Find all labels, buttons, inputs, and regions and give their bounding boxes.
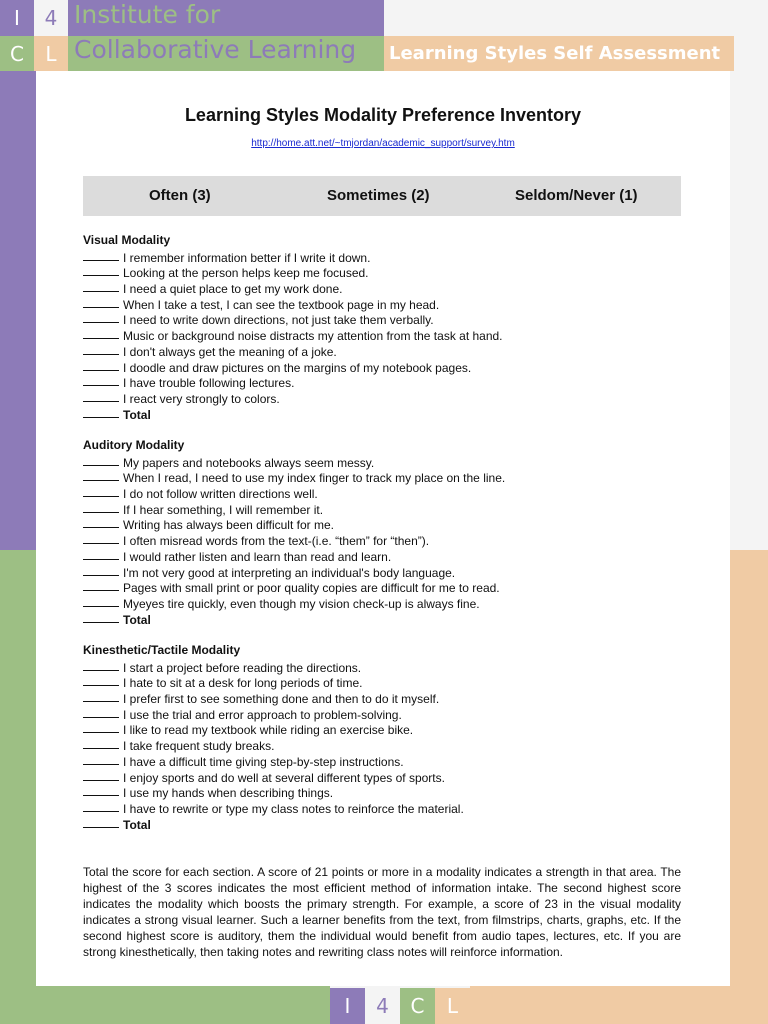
- total-blank[interactable]: [83, 611, 119, 623]
- item-text: Pages with small print or poor quality copies are difficult for me to read.: [123, 581, 500, 596]
- total-label: Total: [123, 817, 151, 832]
- section-visual: [83, 233, 503, 421]
- document-page: [36, 71, 730, 986]
- score-blank[interactable]: [83, 264, 119, 276]
- item-text: I start a project before reading the directions.: [123, 660, 362, 675]
- left-purple-band: [0, 0, 36, 550]
- item-text: I have to rewrite or type my class notes to reinforce the material.: [123, 801, 464, 816]
- footer-logo-cell-i: I: [330, 988, 365, 1024]
- item-text: I often misread words from the text-(i.e. “them” for “then”).: [123, 534, 430, 549]
- score-blank[interactable]: [83, 721, 119, 733]
- list-item: [83, 595, 505, 611]
- item-text: I have trouble following lectures.: [123, 376, 295, 391]
- item-text: I do not follow written directions well.: [123, 487, 318, 502]
- list-item: [83, 784, 464, 800]
- footer-logo-cell-4: 4: [365, 988, 400, 1024]
- logo-cell-l: L: [34, 36, 68, 71]
- item-text: My papers and notebooks always seem messy.: [123, 455, 375, 470]
- list-item: [83, 532, 505, 548]
- list-item: [83, 659, 464, 675]
- score-blank[interactable]: [83, 343, 119, 355]
- list-item: [83, 753, 464, 769]
- list-item: [83, 516, 505, 532]
- score-blank[interactable]: [83, 296, 119, 308]
- total-row: [83, 406, 503, 422]
- document-title: Learning Styles Modality Preference Inventory: [184, 105, 582, 125]
- scoring-instructions: Total the score for each section. A score of 21 points or more in a modality indicates a strength in that area. The highest of the 3 scores indicates the most efficient method of information intake. The second highest score indicates the modality which boosts the primary strength. For example, a score of 23 in the visual modality indicates a strong visual learner. Such a learner benefits from the text, from filmstrips, charts, graphs, etc. If the second highest score is auditory, them the individual would benefit from audio tapes, lectures, etc. If you are strong kinesthetically, then taking notes and rewriting class notes will reinforce information.: [83, 865, 681, 959]
- list-item: [83, 800, 464, 816]
- score-blank[interactable]: [83, 659, 119, 671]
- list-item: [83, 579, 505, 595]
- item-text: I need a quiet place to get my work done.: [123, 282, 343, 297]
- score-blank[interactable]: [83, 579, 119, 591]
- score-blank[interactable]: [83, 485, 119, 497]
- score-blank[interactable]: [83, 690, 119, 702]
- total-blank[interactable]: [83, 406, 119, 418]
- list-item: [83, 469, 505, 485]
- item-text: I prefer first to see something done and then to do it myself.: [123, 692, 440, 707]
- item-text: I would rather listen and learn than read and learn.: [123, 549, 392, 564]
- footer-logo-cell-c: C: [400, 988, 435, 1024]
- rating-scale: [83, 176, 681, 216]
- list-item: [83, 296, 503, 312]
- score-blank[interactable]: [83, 311, 119, 323]
- score-blank[interactable]: [83, 390, 119, 402]
- list-item: [83, 548, 505, 564]
- list-item: [83, 564, 505, 580]
- item-text: I like to read my textbook while riding an exercise bike.: [123, 723, 414, 738]
- item-text: I have a difficult time giving step-by-step instructions.: [123, 754, 404, 769]
- score-blank[interactable]: [83, 249, 119, 261]
- list-item: [83, 485, 505, 501]
- list-item: [83, 374, 503, 390]
- list-item: [83, 721, 464, 737]
- org-name-band-bottom: [68, 36, 384, 71]
- score-blank[interactable]: [83, 374, 119, 386]
- total-label: Total: [123, 612, 151, 627]
- list-item: [83, 769, 464, 785]
- section-heading: Visual Modality: [83, 233, 171, 247]
- list-item: [83, 690, 464, 706]
- total-row: [83, 816, 464, 832]
- total-blank[interactable]: [83, 816, 119, 828]
- item-text: I need to write down directions, not just take them verbally.: [123, 313, 434, 328]
- right-peach-band: [730, 550, 768, 1024]
- score-blank[interactable]: [83, 327, 119, 339]
- score-blank[interactable]: [83, 516, 119, 528]
- section-heading: Kinesthetic/Tactile Modality: [83, 643, 241, 657]
- scale-seldom: Seldom/Never (1): [515, 187, 638, 204]
- page-title: Learning Styles Self Assessment: [384, 36, 734, 71]
- item-text: I use the trial and error approach to problem-solving.: [123, 707, 402, 722]
- source-link[interactable]: http://home.att.net/~tmjordan/academic_support/survey.htm: [251, 138, 515, 149]
- list-item: [83, 501, 505, 517]
- total-label: Total: [123, 407, 151, 422]
- logo-cell-i: I: [0, 0, 34, 36]
- score-blank[interactable]: [83, 706, 119, 718]
- item-text: Writing has always been difficult for me.: [123, 518, 334, 533]
- score-blank[interactable]: [83, 769, 119, 781]
- score-blank[interactable]: [83, 595, 119, 607]
- score-blank[interactable]: [83, 359, 119, 371]
- bottom-peach-band: [470, 986, 768, 1024]
- section-auditory: [83, 438, 505, 626]
- total-row: [83, 611, 505, 627]
- list-item: [83, 390, 503, 406]
- item-text: I doodle and draw pictures on the margins of my notebook pages.: [123, 360, 472, 375]
- scale-often: Often (3): [149, 187, 211, 204]
- score-blank[interactable]: [83, 280, 119, 292]
- logo-cell-4: 4: [34, 0, 68, 36]
- footer-logo-cell-l: L: [435, 988, 470, 1024]
- score-blank[interactable]: [83, 501, 119, 513]
- org-name-line1: Institute for: [74, 0, 221, 29]
- item-text: I take frequent study breaks.: [123, 739, 275, 754]
- score-blank[interactable]: [83, 800, 119, 812]
- list-item: [83, 706, 464, 722]
- item-text: If I hear something, I will remember it.: [123, 502, 324, 517]
- list-item: [83, 343, 503, 359]
- item-text: I hate to sit at a desk for long periods of time.: [123, 676, 363, 691]
- item-text: Music or background noise distracts my attention from the task at hand.: [123, 329, 503, 344]
- list-item: [83, 311, 503, 327]
- section-heading: Auditory Modality: [83, 438, 185, 452]
- list-item: [83, 327, 503, 343]
- item-text: I'm not very good at interpreting an individual's body language.: [123, 565, 456, 580]
- list-item: [83, 359, 503, 375]
- item-text: Looking at the person helps keep me focused.: [123, 266, 369, 281]
- score-blank[interactable]: [83, 737, 119, 749]
- list-item: [83, 674, 464, 690]
- item-text: When I take a test, I can see the textbook page in my head.: [123, 297, 440, 312]
- item-text: I remember information better if I write it down.: [123, 250, 371, 265]
- list-item: [83, 280, 503, 296]
- scale-sometimes: Sometimes (2): [327, 187, 430, 204]
- org-name-band-top: [68, 0, 384, 36]
- score-blank[interactable]: [83, 548, 119, 560]
- org-name-line2: Collaborative Learning: [74, 35, 357, 64]
- item-text: I don't always get the meaning of a joke.: [123, 344, 337, 359]
- score-blank[interactable]: [83, 564, 119, 576]
- list-item: [83, 249, 503, 265]
- list-item: [83, 454, 505, 470]
- left-green-band: [0, 550, 36, 1024]
- score-blank[interactable]: [83, 784, 119, 796]
- score-blank[interactable]: [83, 532, 119, 544]
- bottom-green-band: [0, 986, 330, 1024]
- item-text: I react very strongly to colors.: [123, 391, 280, 406]
- score-blank[interactable]: [83, 454, 119, 466]
- item-text: When I read, I need to use my index finger to track my place on the line.: [123, 471, 506, 486]
- item-text: I enjoy sports and do well at several different types of sports.: [123, 770, 445, 785]
- score-blank[interactable]: [83, 674, 119, 686]
- score-blank[interactable]: [83, 753, 119, 765]
- list-item: [83, 737, 464, 753]
- item-text: I use my hands when describing things.: [123, 786, 334, 801]
- item-text: Myeyes tire quickly, even though my vision check-up is always fine.: [123, 596, 480, 611]
- score-blank[interactable]: [83, 469, 119, 481]
- section-kinesthetic: [83, 643, 464, 831]
- logo-cell-c: C: [0, 36, 34, 71]
- list-item: [83, 264, 503, 280]
